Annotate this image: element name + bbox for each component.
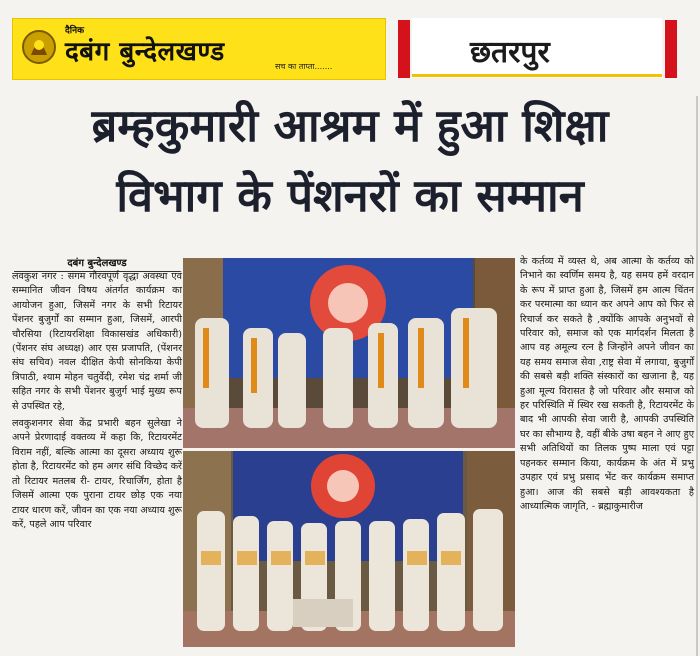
newspaper-logo [12,18,386,80]
article-right-column [520,255,694,517]
article-paragraph: लवकुशनगर सेवा केंद्र प्रभारी बहन सुलेखा ने अपने प्रेरणादाई वक्तव्य में कहा कि, रिटायरमेंट विराम नहीं, बल्कि आत्मा का दूसरा अध्याय शुरू होता है, रिटायरमेंट को हम अगर संधि विच्छेद करें तो रिटायर मतलब री- टायर, रिचार्जिंग, होता है जिसमें आत्मा एक पुराना टायर छोड़ एक नया टायर धारण करें, जीवन का एक नया अध्याय शुरू करें, पहले आप परिवार [12,418,182,530]
logo-small-text: दैनिक [65,26,85,36]
page-edge-rule [696,96,698,656]
article-paragraph: लवकुश नगर : संगम गौरवपूर्ण वृद्धा अवस्था एवं सम्मानित जीवन विषय अंतर्गत कार्यक्रम का आयोजन हुआ, जिसमें नगर के सभी रिटायर पेंशनर बुजुर्गों का सम्मान हुआ, जिसमें, आरपी चौरसिया (रिटायरशिक्षा विकासखंड अधिकारी) (पेंशनर संघ अध्यक्ष) आर एस प्रजापति, (पेंशनर संघ सचिव) नवल दीक्षित केपी सोनकिया केपी त्रिपाठी, श्याम मोहन चतुर्वेदी, रमेश चंद्र शर्मा जी सहित नगर के सभी पेंशनर बुजुर्ग भाई मुख्य रूप से उपस्थित रहे, [12,271,182,412]
byline: दबंग बुन्देलखण्ड [14,255,180,272]
article-paragraph: के कर्तव्य में व्यस्त थे, अब आत्मा के कर्तव्य को निभाने का स्वर्णिम समय है, यह समय हमें वरदान के रूप में प्राप्त हुआ है, जिसमें हम आत्म चिंतन कर परमात्मा का ध्यान कर अपने आप को फिर से रिचार्ज कर सकते है ,क्योंकि आपके अनुभवों से परिवार को, समाज को एक मार्गदर्शन मिलता है आप वह अमूल्य रत्न है जिन्होंने अपने जीवन का यह समय समाज सेवा ,राष्ट्र सेवा में लगाया, बुजुर्गों की सबसे बड़ी शक्ति संस्कारों का खजाना है, यह हुआ मूल्य विरासत है जो परिवार और समाज को हर परिस्थिति में स्थिर रख सकती है, रिटायरमेंट के बाद भी आपकी सेवा जारी है, आपकी उपस्थिति घर का सौभाग्य है, वहीं बीके उषा बहन ने आए हुए सभी अतिथियों का तिलक पुष्प माला एवं पट्टा पहनकर सम्मान किया, कार्यक्रम के अंत में प्रभु उपहार एवं प्रभु प्रसाद भेंट कर कार्यक्रम समाप्त हुआ। आज की सबसे बड़ी आवश्यकता है आध्यात्मिक जागृति, - ब्रह्माकुमारीज [520,256,694,512]
red-divider-bar [665,20,677,78]
event-photo-2 [183,451,515,647]
masthead [0,0,700,88]
logo-main-text: दबंग बुन्देलखण्ड [65,37,225,67]
headline-line-1: ब्रम्हकुमारी आश्रम में हुआ शिक्षा [91,99,609,152]
article-left-column [12,270,182,535]
headline-line-2: विभाग के पेंशनरों का सम्मान [116,169,584,222]
red-divider-bar [398,20,410,78]
city-name: छतरपुर [470,35,550,70]
logo-tagline: सच का ताप्ता....... [275,62,333,71]
lion-emblem-icon [19,25,59,73]
event-photo-1 [183,258,515,448]
city-underline [412,74,662,77]
